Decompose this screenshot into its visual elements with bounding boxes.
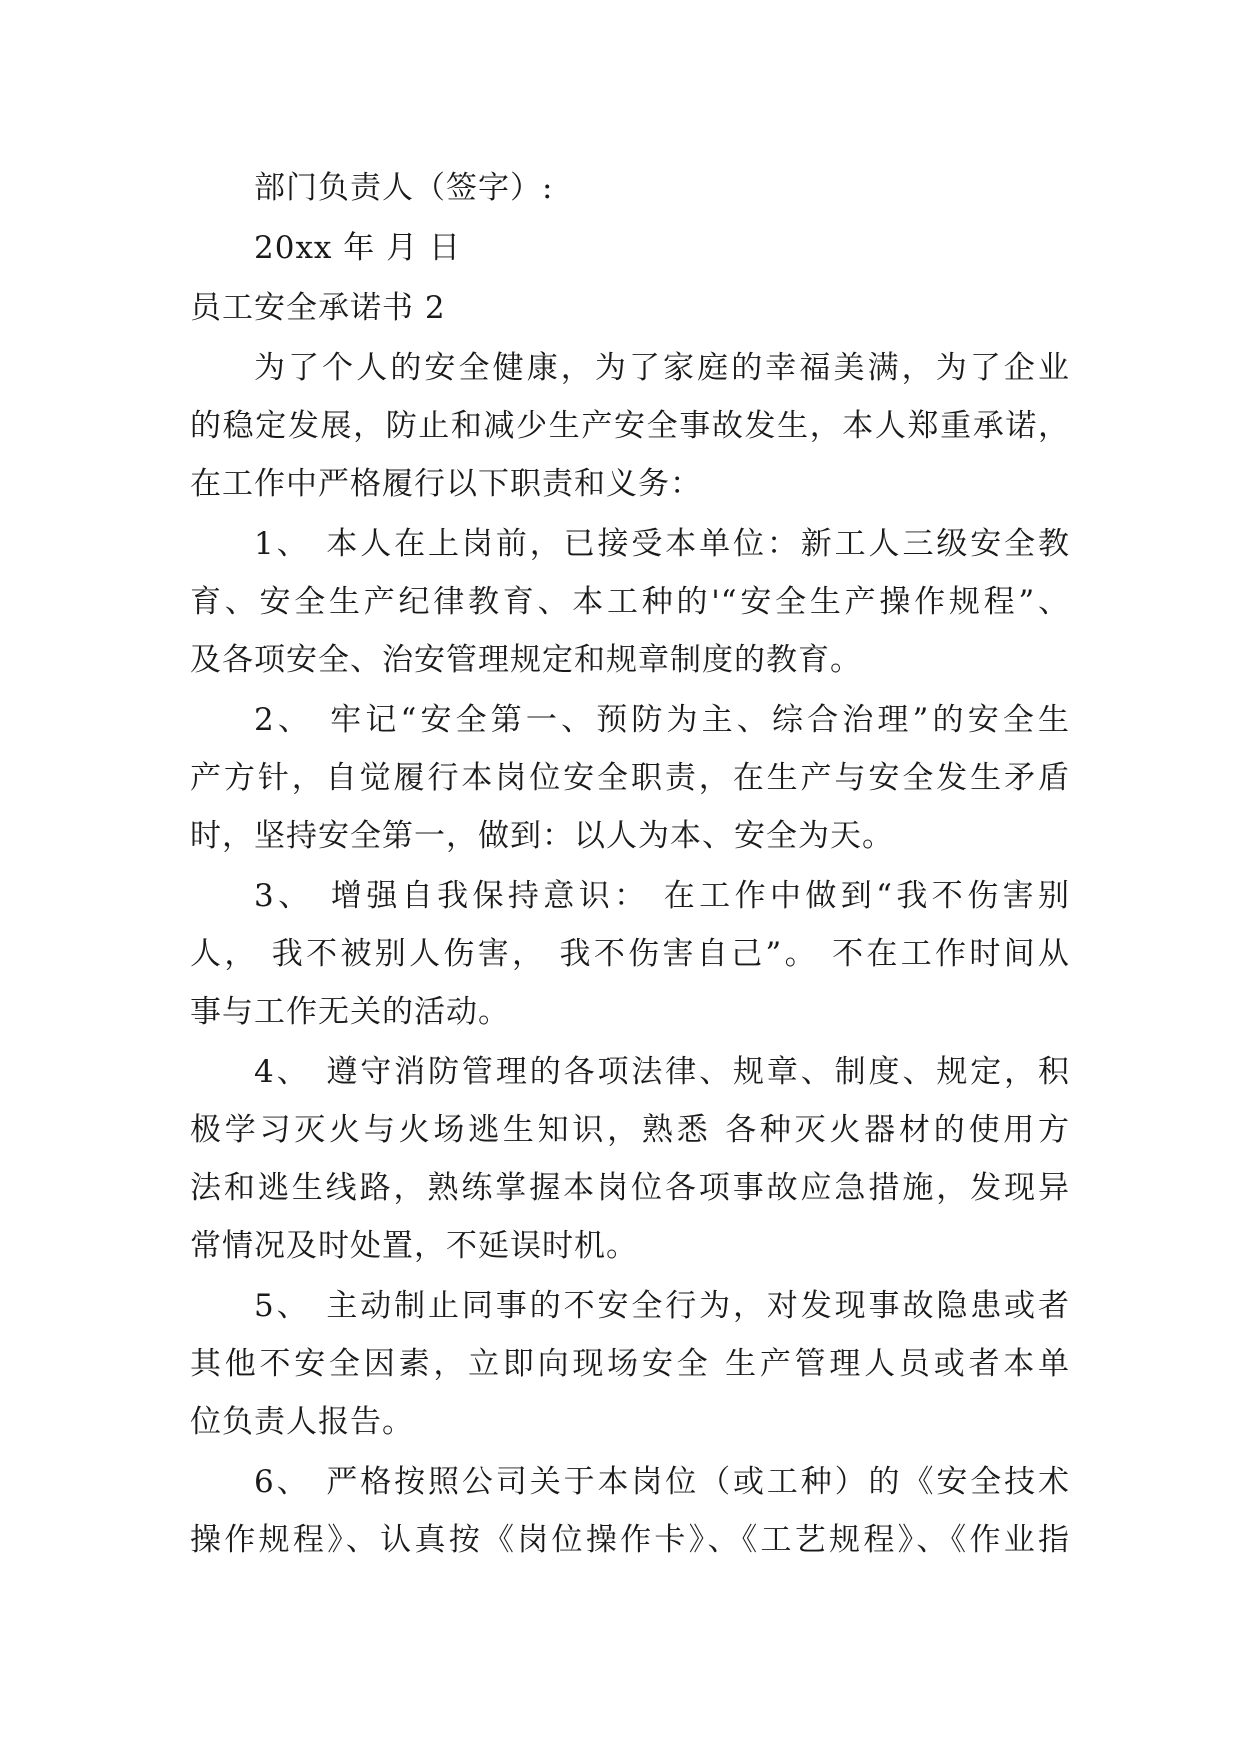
- item-text: 主动制止同事的不安全行为，对发现事故隐患或者: [324, 1288, 1070, 1324]
- item-5-first-line: [254, 1286, 1070, 1326]
- item-3-first-line: [254, 876, 1070, 916]
- item-line: 其他不安全因素，立即向现场安全 生产管理人员或者本单: [190, 1346, 1070, 1382]
- intro-line: 为了个人的安全健康，为了家庭的幸福美满，为了企业: [254, 350, 1070, 386]
- section-title: 员工安全承诺书 2: [190, 290, 446, 326]
- item-text: 严格按照公司关于本岗位（或工种）的《安全技术: [324, 1464, 1070, 1500]
- item-4-first-line: [254, 1052, 1070, 1092]
- item-line: 及各项安全、治安管理规定和规章制度的教育。: [190, 642, 862, 678]
- intro-line: 的稳定发展，防止和减少生产安全事故发生，本人郑重承诺，: [190, 408, 1070, 444]
- intro-line: 在工作中严格履行以下职责和义务：: [190, 466, 702, 502]
- item-line: 法和逃生线路，熟练掌握本岗位各项事故应急措施，发现异: [190, 1170, 1070, 1206]
- item-2-first-line: [254, 700, 1070, 740]
- item-line: 位负责人报告。: [190, 1404, 414, 1440]
- item-number: 6、: [254, 1464, 311, 1500]
- item-line: 人， 我不被别人伤害， 我不伤害自己”。 不在工作时间从: [190, 936, 1070, 972]
- item-text: 遵守消防管理的各项法律、规章、制度、规定，积: [324, 1054, 1070, 1090]
- signature-date: 20xx 年 月 日: [254, 230, 461, 266]
- item-line: 事与工作无关的活动。: [190, 994, 510, 1030]
- item-line: 极学习灭火与火场逃生知识，熟悉 各种灭火器材的使用方: [190, 1112, 1070, 1148]
- item-number: 3、: [254, 878, 314, 914]
- item-number: 1、: [254, 526, 311, 562]
- item-text: 牢记“安全第一、预防为主、综合治理”的安全生: [327, 702, 1070, 738]
- item-line: 育、安全生产纪律教育、本工种的'“安全生产操作规程”、: [190, 584, 1070, 620]
- item-6-first-line: [254, 1462, 1070, 1502]
- item-number: 4、: [254, 1054, 311, 1090]
- item-1-first-line: [254, 524, 1070, 564]
- item-text: 本人在上岗前，已接受本单位：新工人三级安全教: [324, 526, 1070, 562]
- item-line: 产方针，自觉履行本岗位安全职责，在生产与安全发生矛盾: [190, 760, 1070, 796]
- item-line: 操作规程》、认真按《岗位操作卡》、《工艺规程》、《作业指: [190, 1522, 1070, 1558]
- item-number: 5、: [254, 1288, 311, 1324]
- item-line: 常情况及时处置，不延误时机。: [190, 1228, 638, 1264]
- item-number: 2、: [254, 702, 314, 738]
- item-text: 增强自我保持意识： 在工作中做到“我不伤害别: [327, 878, 1070, 914]
- dept-head-signature: 部门负责人（签字）:: [254, 170, 554, 206]
- item-line: 时，坚持安全第一，做到：以人为本、安全为天。: [190, 818, 894, 854]
